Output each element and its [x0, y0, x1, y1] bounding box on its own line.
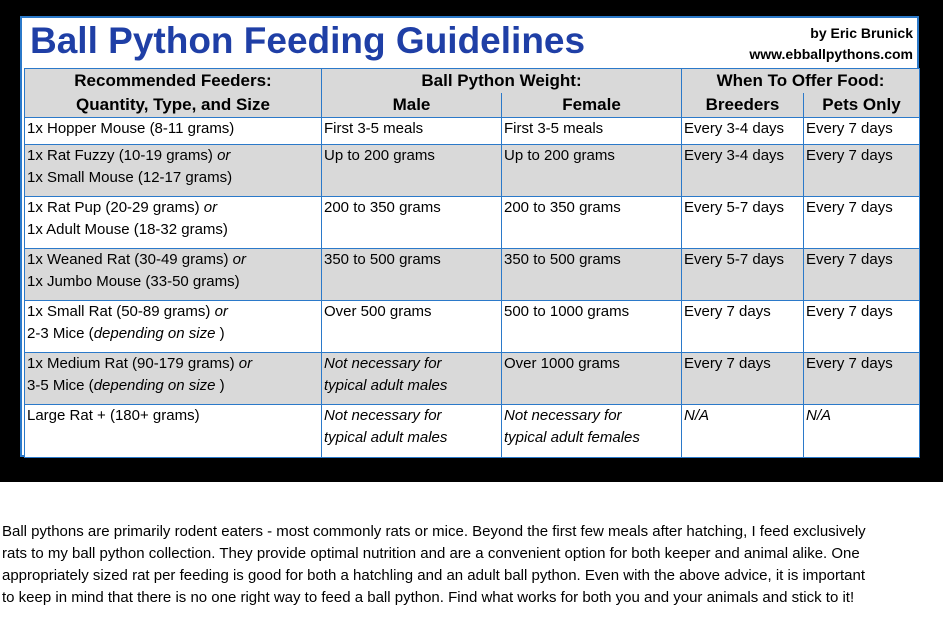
- header-offer-group: When To Offer Food:: [682, 69, 920, 94]
- header-row-2: [25, 93, 920, 118]
- table-row: [25, 145, 920, 197]
- male-cell: 200 to 350 grams: [322, 197, 502, 249]
- note-line: to keep in mind that there is no one right way to feed a ball python. Find what works for both you and your animals and stick to it!: [2, 589, 855, 606]
- breeders-cell: Every 3-4 days: [682, 145, 804, 197]
- table-row: [25, 405, 920, 458]
- table-row: [25, 249, 920, 301]
- female-cell: Not necessary for typical adult females: [502, 405, 682, 458]
- female-cell: 500 to 1000 grams: [502, 301, 682, 353]
- table-row: [25, 353, 920, 405]
- pets-cell: N/A: [804, 405, 920, 458]
- male-cell: Up to 200 grams: [322, 145, 502, 197]
- header-feeders-line2: Quantity, Type, and Size: [25, 93, 322, 118]
- header-row-1: [25, 69, 920, 94]
- table-body: [25, 118, 920, 458]
- note-line: rats to my ball python collection. They provide optimal nutrition and are a convenient option for both keeper and animal alike. One: [2, 545, 860, 562]
- feeding-guidelines-sheet: [20, 16, 919, 457]
- breeders-cell: Every 7 days: [682, 301, 804, 353]
- header-pets: Pets Only: [804, 93, 920, 118]
- pets-cell: Every 7 days: [804, 118, 920, 145]
- note-line: Ball pythons are primarily rodent eaters - most commonly rats or mice. Beyond the first few meals after hatching, I feed exclusively: [2, 523, 866, 540]
- feeder-cell: 1x Rat Fuzzy (10-19 grams) or 1x Small Mouse (12-17 grams): [25, 145, 322, 197]
- breeders-cell: Every 5-7 days: [682, 197, 804, 249]
- male-cell: Not necessary for typical adult males: [322, 405, 502, 458]
- feeder-cell: 1x Rat Pup (20-29 grams) or 1x Adult Mouse (18-32 grams): [25, 197, 322, 249]
- pets-cell: Every 7 days: [804, 353, 920, 405]
- feeder-cell: 1x Medium Rat (90-179 grams) or 3-5 Mice (depending on size ): [25, 353, 322, 405]
- author-website: www.ebballpythons.com: [749, 46, 913, 62]
- header-weight-group: Ball Python Weight:: [322, 69, 682, 94]
- pets-cell: Every 7 days: [804, 301, 920, 353]
- feeder-cell: Large Rat + (180+ grams): [25, 405, 322, 458]
- female-cell: Up to 200 grams: [502, 145, 682, 197]
- pets-cell: Every 7 days: [804, 197, 920, 249]
- table-row: [25, 197, 920, 249]
- feeder-cell: 1x Weaned Rat (30-49 grams) or 1x Jumbo Mouse (33-50 grams): [25, 249, 322, 301]
- feeder-cell: 1x Small Rat (50-89 grams) or 2-3 Mice (depending on size ): [25, 301, 322, 353]
- feeding-table: [24, 68, 920, 458]
- breeders-cell: Every 5-7 days: [682, 249, 804, 301]
- feeding-note: [2, 521, 938, 609]
- page-title: Ball Python Feeding Guidelines: [30, 20, 586, 61]
- header-breeders: Breeders: [682, 93, 804, 118]
- male-cell: 350 to 500 grams: [322, 249, 502, 301]
- breeders-cell: N/A: [682, 405, 804, 458]
- pets-cell: Every 7 days: [804, 249, 920, 301]
- table-row: [25, 301, 920, 353]
- feeder-cell: 1x Hopper Mouse (8-11 grams): [25, 118, 322, 145]
- female-cell: 350 to 500 grams: [502, 249, 682, 301]
- breeders-cell: Every 3-4 days: [682, 118, 804, 145]
- male-cell: First 3-5 meals: [322, 118, 502, 145]
- female-cell: Over 1000 grams: [502, 353, 682, 405]
- header-feeders-line1: Recommended Feeders:: [25, 69, 322, 94]
- author-block: [749, 23, 913, 65]
- male-cell: Over 500 grams: [322, 301, 502, 353]
- header-male: Male: [322, 93, 502, 118]
- male-cell: Not necessary for typical adult males: [322, 353, 502, 405]
- note-line: appropriately sized rat per feeding is good for both a hatchling and an adult ball python. Even with the above advice, it is important: [2, 567, 866, 584]
- female-cell: First 3-5 meals: [502, 118, 682, 145]
- pets-cell: Every 7 days: [804, 145, 920, 197]
- header-female: Female: [502, 93, 682, 118]
- author-name: by Eric Brunick: [810, 25, 913, 41]
- female-cell: 200 to 350 grams: [502, 197, 682, 249]
- table-row: [25, 118, 920, 145]
- breeders-cell: Every 7 days: [682, 353, 804, 405]
